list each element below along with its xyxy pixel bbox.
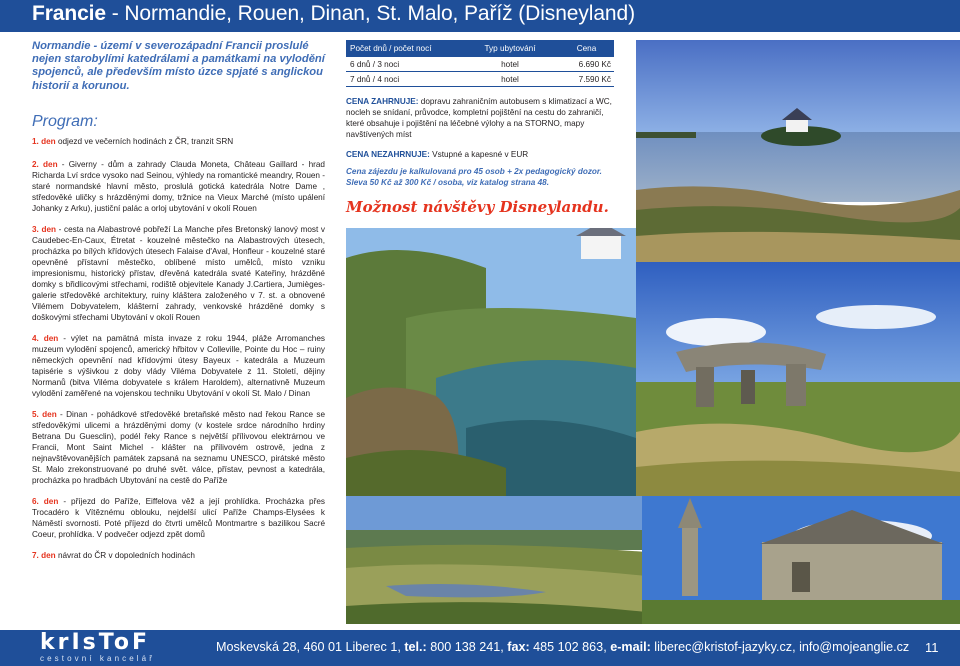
address: Moskevská 28, 460 01 Liberec 1,: [216, 640, 405, 654]
day-label: 5. den: [32, 409, 57, 419]
price-note-line-2: Sleva 50 Kč až 300 Kč / osoba, viz katalog strana 48.: [346, 177, 549, 187]
page-number: 11: [925, 640, 939, 655]
program-heading: Program:: [32, 112, 98, 130]
day-text: návrat do ČR v dopoledních hodinách: [55, 550, 195, 560]
email-address: liberec@kristof-jazyky.cz, info@mojeanglie.cz: [650, 640, 910, 654]
photo-dolmen: [636, 262, 960, 496]
day-3: [32, 224, 325, 323]
includes-label: CENA ZAHRNUJE:: [346, 97, 419, 106]
includes-text: dopravu zahraničním autobusem s klimatizací a WC, nocleh se snídaní, průvodce, kompletní pojištění na cestu do zahraničí, které obsahuje i pojištění na léčebné výlohy a na STORNO, mapy navštívených míst: [346, 97, 612, 139]
day-1: [32, 136, 325, 147]
day-2: [32, 159, 325, 214]
logo-wordmark: krIsToF: [40, 630, 150, 655]
intro-text: Normandie - území v severozápadní Francii proslulé nejen starobylími katedrálami a památkami na vylodění spojenců, ale především místo úzce spjaté s anglickou historií a korunou.: [32, 40, 325, 92]
day-text: - Giverny - dům a zahrady Clauda Moneta, Château Gaillard - hrad Richarda Lví srdce vysoko nad Seinou, výhledy na romantické meandry, Rouen - staré normandské hlavní město, proslulá gotická katedrála Notre Dame , středověké uličky s hrázděnými domy, tržnice na Vieux Marché (místo upálení Johanky z Arku), justiční palác a orloj ubytování v okolí Rouen: [32, 159, 325, 213]
header-band: [0, 0, 960, 32]
fax-label: fax:: [507, 640, 530, 654]
price-note-line-1: Cena zájezdu je kalkulovaná pro 45 osob + 2x pedagogický dozor.: [346, 167, 602, 176]
day-label: 2. den: [32, 159, 58, 169]
day-6: [32, 496, 325, 540]
col-header-price: Cena: [576, 44, 597, 53]
day-text: - Dinan - pohádkové středověké bretaňské město nad řekou Rance se středověkými ulicemi a hrázděnými domy (v kostele srdce národního hrdiny Betrana Du Guesclin), podél řeky Rance s největší přílivovou elektrárnou ve Francii, Mont Saint Michel - klášter na přílivovém ostrově, jedna z nejnavštěvovanějších památek zapsaná na seznamu UNESCO, pirátské město St. Malo zrekonstruované po druhé svět. válce, přístav, pevnost a katedrála, procházka po hradbách Ubytování na cestě do Paříže: [32, 409, 325, 485]
title-places: - Normandie, Rouen, Dinan, St. Malo, Paříž (Disneyland): [106, 2, 635, 25]
email-label: e-mail:: [610, 640, 651, 654]
cell-price: 6.690 Kč: [578, 59, 611, 69]
day-label: 1. den: [32, 136, 56, 146]
day-text: odjezd ve večerních hodinách z ČR, tranzit SRN: [55, 136, 234, 146]
price-includes: [346, 96, 614, 140]
day-label: 4. den: [32, 333, 59, 343]
page-title: [32, 2, 635, 26]
excludes-text: Vstupné a kapesné v EUR: [429, 150, 529, 159]
price-table-header: [346, 40, 614, 57]
price-excludes: [346, 150, 614, 159]
footer-band: [0, 630, 960, 666]
price-section: [346, 40, 614, 216]
tel-number: 800 138 241,: [426, 640, 508, 654]
title-country: Francie: [32, 2, 106, 25]
cell-accommodation: hotel: [501, 74, 519, 84]
disneyland-option: Možnost návštěvy Disneylandu.: [346, 198, 609, 216]
col-header-accommodation: Typ ubytování: [484, 44, 536, 53]
cell-duration: 6 dnů / 3 noci: [350, 59, 400, 69]
day-5: [32, 409, 325, 486]
photo-chapel: [642, 496, 960, 624]
cell-price: 7.590 Kč: [578, 74, 611, 84]
cell-duration: 7 dnů / 4 noci: [350, 74, 400, 84]
contact-line: [216, 640, 909, 654]
logo-tagline: cestovní kancelář: [40, 654, 155, 663]
tel-label: tel.:: [404, 640, 427, 654]
price-note: [346, 167, 614, 188]
day-label: 7. den: [32, 550, 56, 560]
cell-accommodation: hotel: [501, 59, 519, 69]
fax-number: 485 102 863,: [529, 640, 611, 654]
day-text: - příjezd do Paříže, Eiffelova věž a její prohlídka. Procházka přes Trocadéro k Vítěznému oblouku, nejdelší ulicí Paříže Champs-Elysées k Náměstí svornosti. Poté příjezd do čtvrti umělců Montmartre s bazilikou Sacré Coeur, prohlídka. V podvečer odjezd zpět domů: [32, 496, 325, 539]
col-header-duration: Počet dnů / počet nocí: [350, 44, 432, 53]
day-text: - cesta na Alabastrové pobřeží La Manche přes Bretonský lanový most v Caudebec-En-Caux, Étretat - kouzelné městečko na Alabastrových útesech, procházka po bílých křídových útesech Falaise d'Aval, Honfleur - kouzelné staré opevněné přístavní městečko, oblíbené místo umělců, místo vzniku impresionismu, historický přístav, dřevěná katedrála svaté Kateřiny, hrázděné domky s břidlicovými střechami, rodiště objevitele Kanady J.Cartiera, Jumièges- galerie středověké architektury, ruiny kláštera založeného v 7. st. a obnovené Vilémem Dobyvatelem, klášterní zahrady, venkovské hrázděné domky s doškovými střechami Ubytování v okolí Rouen: [32, 224, 325, 322]
day-label: 3. den: [32, 224, 57, 234]
day-label: 6. den: [32, 496, 59, 506]
photo-coastal-house: [346, 228, 636, 496]
table-row: [346, 57, 614, 72]
table-row: [346, 72, 614, 87]
excludes-label: CENA NEZAHRNUJE:: [346, 150, 430, 159]
day-4: [32, 333, 325, 399]
photo-island-house: [636, 40, 960, 262]
day-7: [32, 550, 325, 561]
kristof-logo: [40, 632, 155, 663]
itinerary-column: [32, 40, 325, 561]
day-text: - výlet na pamätná místa invaze z roku 1944, pláže Arromanches muzeum vylodění spojenců, americký hřbitov v Colleville, Pointe du Hoc – ruiny německých opevnění nad křídovými útesy Bayeux - katedrála a Muzeum tapisérie s výšivkou z doby vlády Viléma Dobyvatele z 11. Století, dějiny Normanů (bitva Viléma dobyvatele s králem Haroldem), alternativně Muzeum vylodění zaměřené na vojenskou techniku Ubytování v okolí St. Malo / Dinan: [32, 333, 325, 398]
